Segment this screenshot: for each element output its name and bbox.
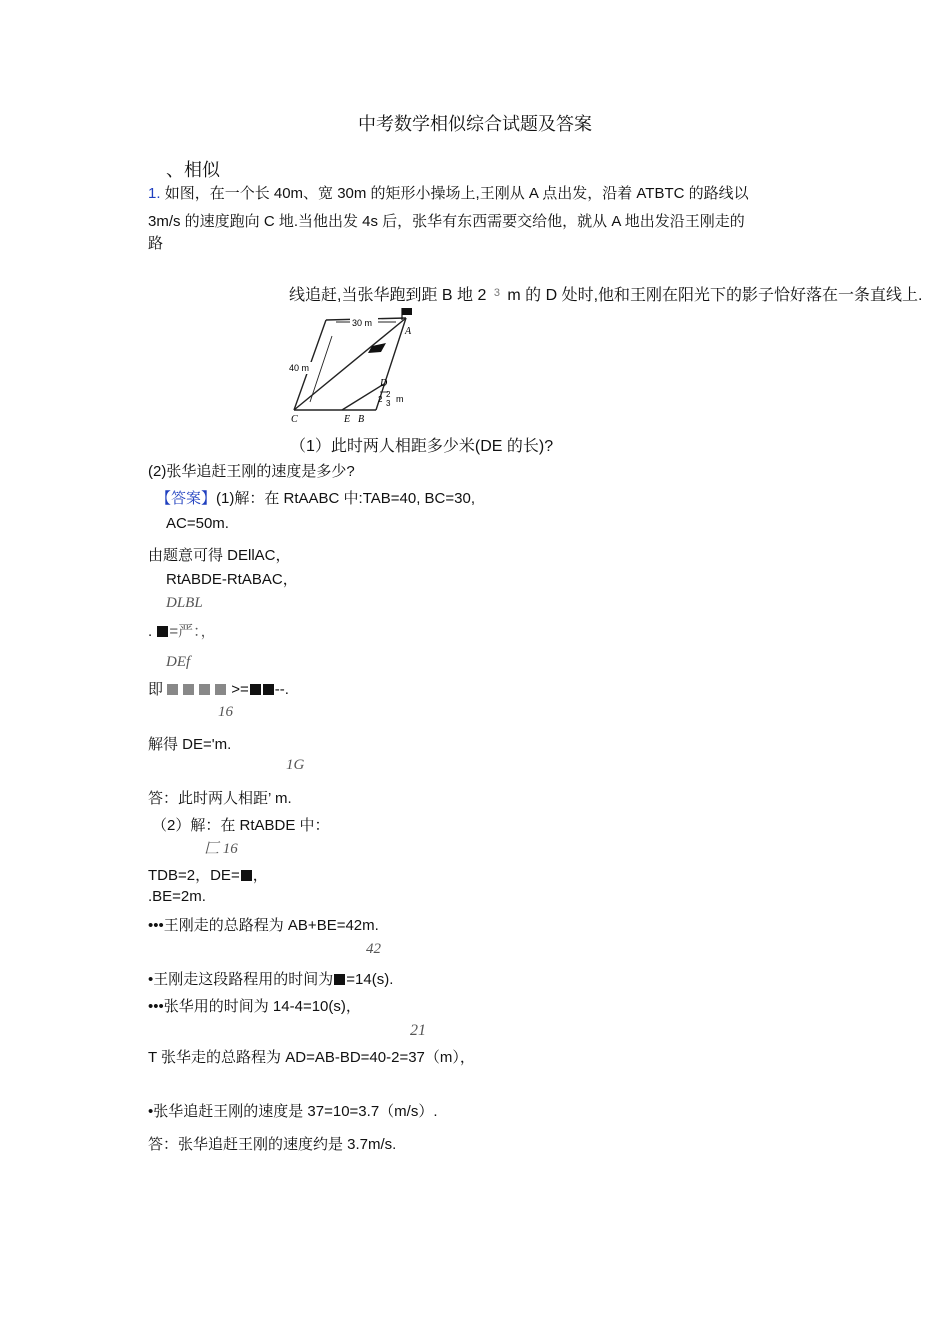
answer-6-tail: --. (274, 681, 289, 698)
answer-6-pre: 即 (148, 681, 164, 698)
answer-line-5 (148, 620, 216, 641)
sqrt-fraction: 3 (493, 287, 500, 299)
missing-glyph-icon (334, 974, 345, 985)
answer-13-pre: •王刚走这段路程用的时间为 (148, 971, 334, 988)
section-heading: 、相似 (166, 160, 220, 180)
side-unit: m (396, 394, 404, 404)
side-label-prefix: 2 (378, 395, 383, 404)
geometry-figure (284, 306, 424, 431)
answer-line-16: •张华追赶王刚的速度是 37=10=3.7（m/s）. (148, 1103, 438, 1120)
number-16-b: 1G (286, 757, 305, 773)
number-16-a: 16 (218, 704, 233, 720)
shadow-shape (368, 343, 386, 353)
point-c-label: C (291, 414, 298, 425)
missing-glyph-icon (250, 684, 261, 695)
answer-line-4: RtABDE-RtABAC， (166, 571, 298, 588)
problem-line-3: 路 (148, 235, 164, 252)
answer-10-pre: TDB=2，DE= (148, 867, 240, 884)
answer-line-17: 答：张华追赶王刚的速度约是 3.7m/s. (148, 1136, 397, 1153)
problem-line-1 (148, 182, 749, 203)
width-label: 30 m (352, 318, 373, 328)
point-b-label: B (358, 414, 365, 425)
answer-10-post: ， (252, 867, 268, 884)
missing-glyph-icon (215, 684, 226, 695)
side-label-top: 2 (386, 390, 391, 399)
missing-glyph-icon (183, 684, 194, 695)
height-label: 40 m (289, 363, 310, 373)
question-1: （1）此时两人相距多少米(DE 的长)? (290, 438, 554, 455)
answer-5-post: =严：， (169, 623, 216, 640)
problem-line-2: 3m/s 的速度跑向 C 地.当他出发 4s 后，张华有东西需要交给他，就从 A 地出发沿王刚走的 (148, 213, 745, 230)
answer-6-post: >= (231, 681, 249, 698)
missing-glyph-icon (241, 870, 252, 881)
fraction-label-1: DLBL (166, 595, 203, 611)
answer-line-13 (148, 968, 393, 989)
problem-line-4 (289, 282, 923, 305)
answer-line-15: T 张华走的总路程为 AD=AB-BD=40-2=37（m）， (148, 1049, 475, 1066)
answer-line-14: •••张华用的时间为 14-4=10(s)， (148, 998, 361, 1015)
answer-line-1 (156, 487, 475, 508)
answer-tag: 【答案】 (156, 490, 217, 507)
answer-line-6 (148, 678, 289, 699)
number-21: 21 (410, 1022, 426, 1039)
number-16-c: 匚 16 (204, 841, 238, 857)
answer-line-3: 由题意可得 DEllAC， (148, 547, 291, 564)
point-e-label: E (344, 414, 351, 425)
answer-5-pre: . (148, 623, 153, 640)
missing-glyph-icon (199, 684, 210, 695)
page-title: 中考数学相似综合试题及答案 (358, 114, 592, 134)
answer-text-1: (1)解：在 RtAABC 中:TAB=40, BC=30, (216, 490, 475, 507)
fraction-label-2: DEf (166, 654, 191, 670)
answer-line-9: （2）解：在 RtABDE 中： (152, 817, 330, 834)
problem-number: 1. (148, 185, 161, 202)
problem-text-4: 线追赶,当张华跑到距 B 地 2 (289, 287, 487, 304)
question-2: (2)张华追赶王刚的速度是多少? (148, 463, 355, 480)
problem-text-1: 如图，在一个长 40m、宽 30m 的矩形小操场上,王刚从 A 点出发，沿着 ATBTC 的路线以 (164, 185, 749, 202)
answer-line-11: .BE=2m. (148, 888, 206, 905)
side-label-bottom: 3 (386, 399, 391, 408)
answer-13-post: =14(s). (346, 971, 394, 988)
missing-glyph-icon (157, 626, 168, 637)
problem-text-4-rest: m 的 D 处时,他和王刚在阳光下的影子恰好落在一条直线上. (507, 287, 923, 304)
point-a-label: A (405, 326, 412, 337)
point-d-label: D (380, 378, 388, 389)
answer-line-2: AC=50m. (166, 515, 229, 532)
figure-svg (284, 306, 424, 426)
answer-line-8: 答：此时两人相距’ m. (148, 790, 292, 807)
missing-glyph-icon (263, 684, 274, 695)
answer-line-12: •••王刚走的总路程为 AB+BE=42m. (148, 917, 379, 934)
flag-icon (402, 308, 412, 315)
number-42: 42 (366, 941, 381, 957)
answer-line-10 (148, 864, 268, 885)
missing-glyph-icon (167, 684, 178, 695)
answer-line-7: 解得 DE='m. (148, 736, 232, 753)
